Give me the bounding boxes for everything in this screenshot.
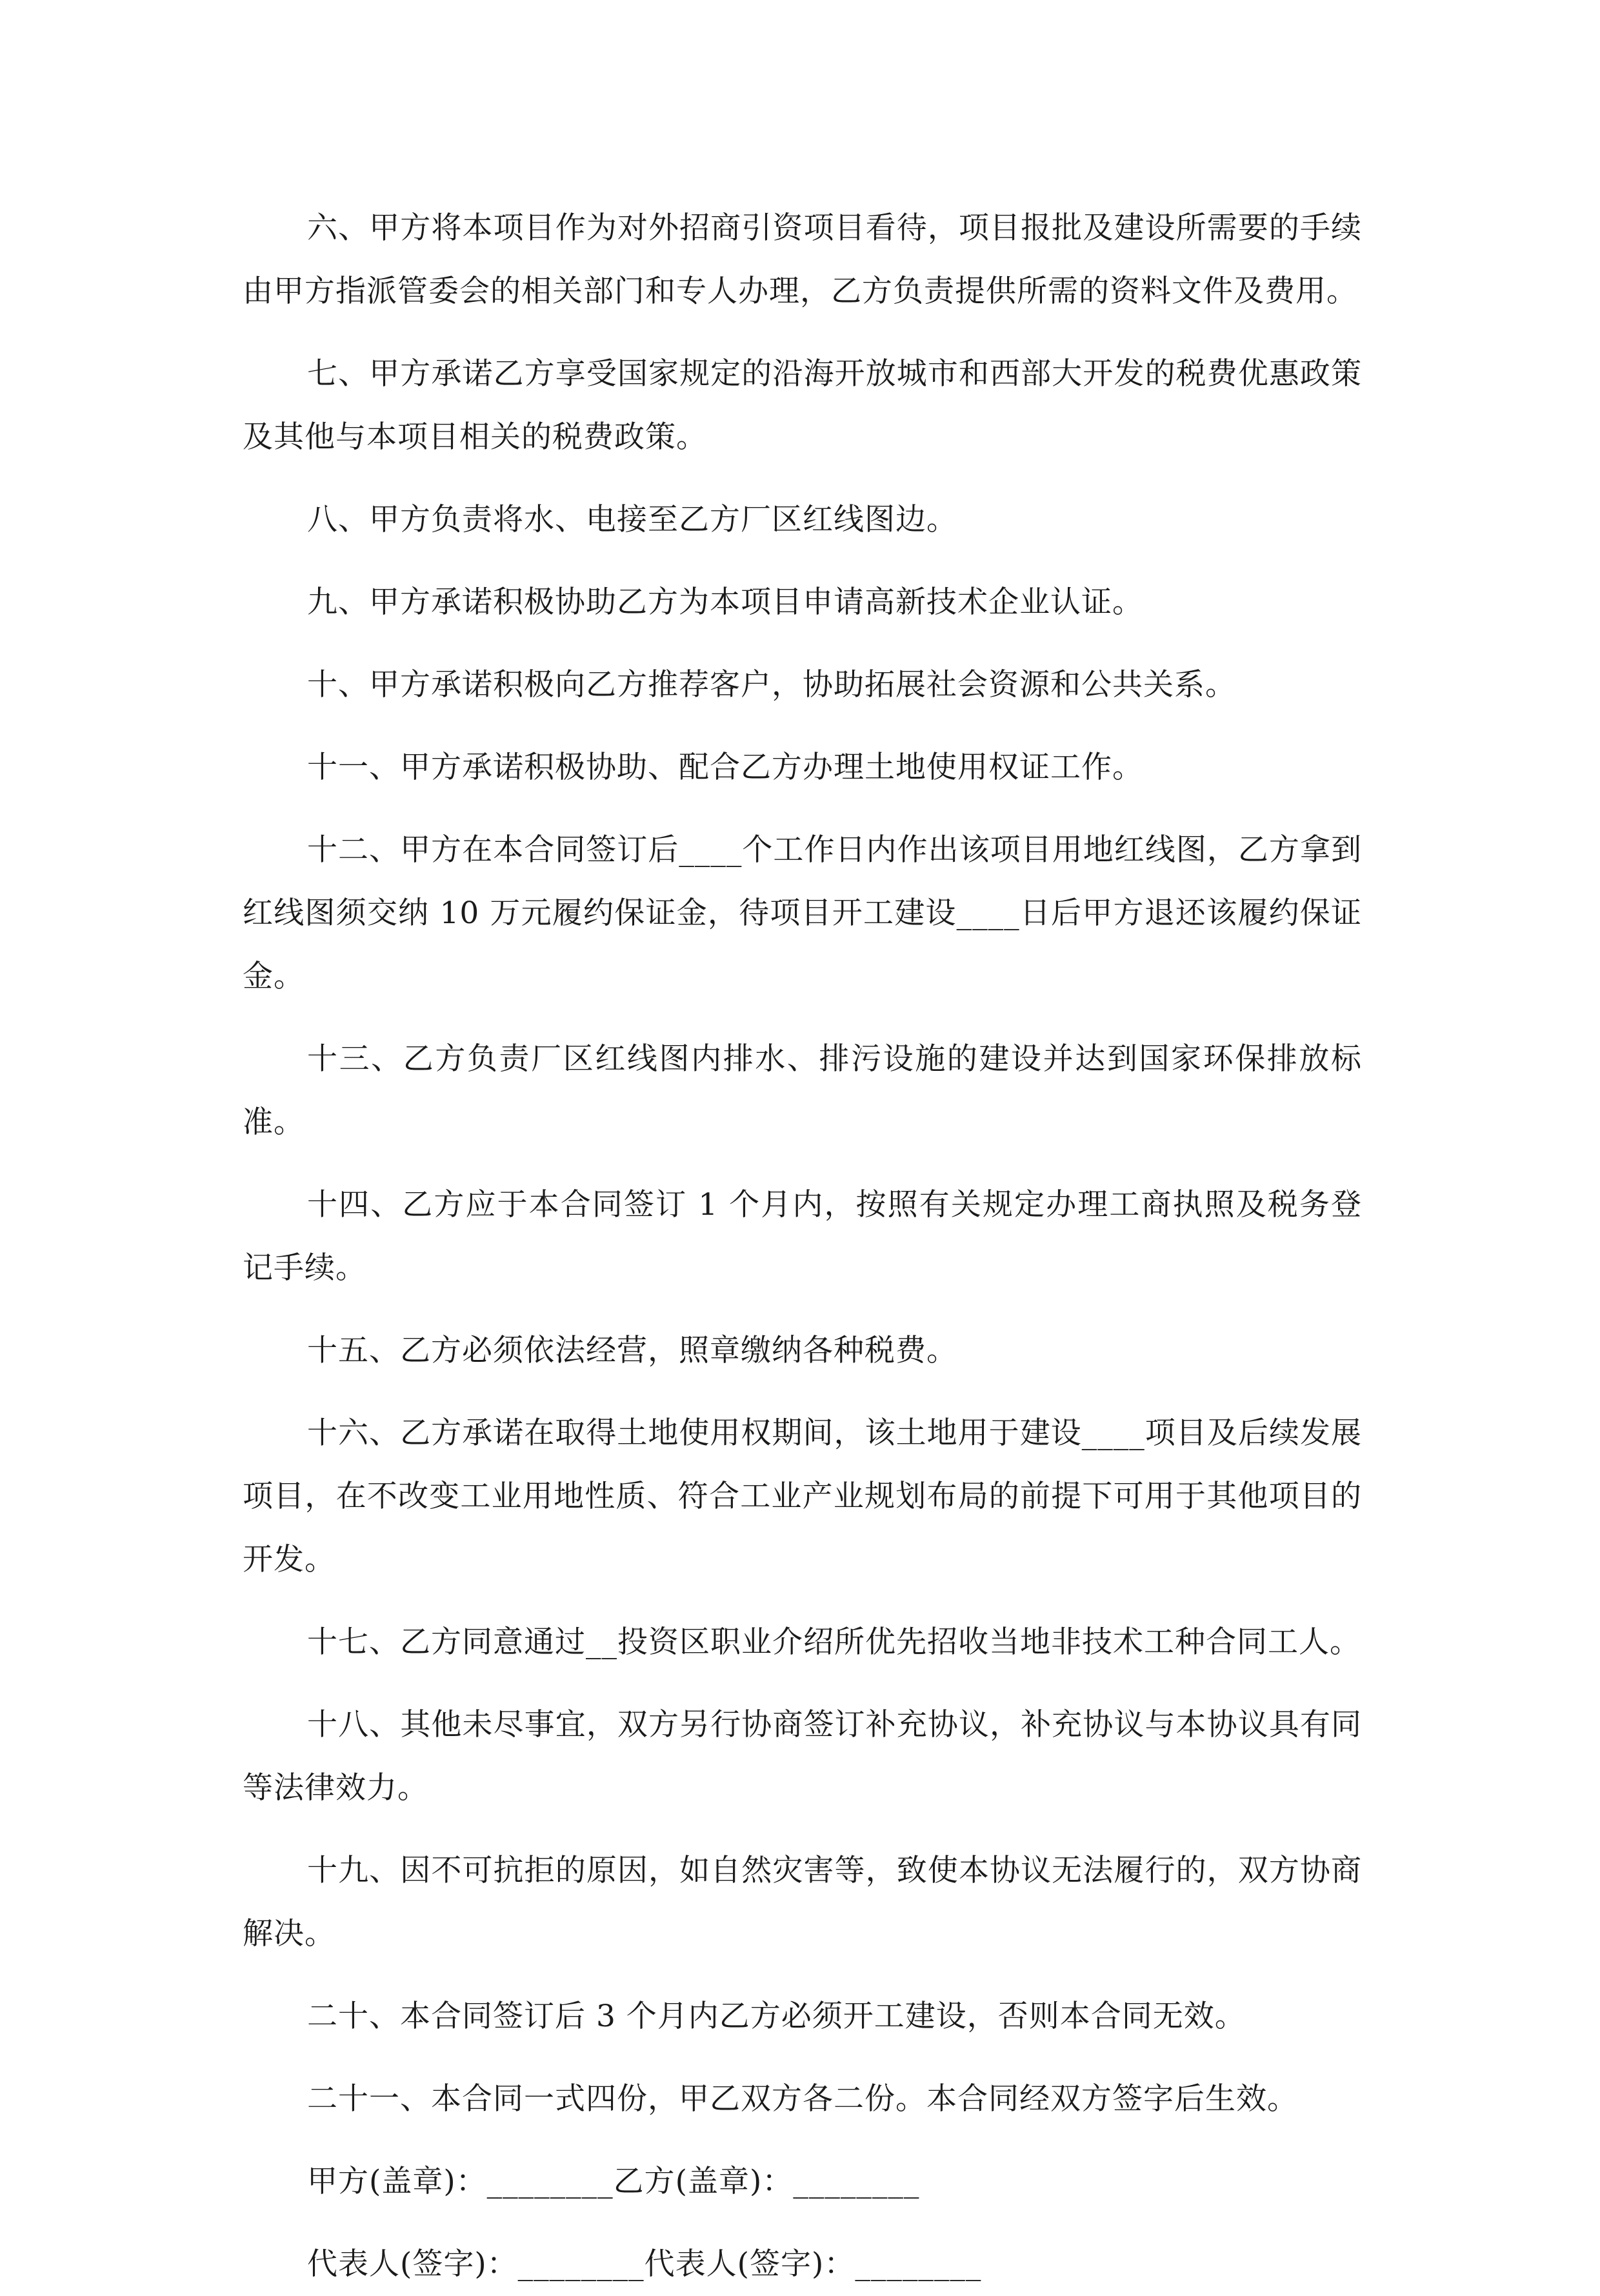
clause-11: 十一、甲方承诺积极协助、配合乙方办理土地使用权证工作。 (307, 750, 1143, 785)
clause-16: 十六、乙方承诺在取得土地使用权期间，该土地用于建设____项目及后续发展项目，在不改变工业用地性质、符合工业产业规划布局的前提下可用于其他项目的开发。 (243, 1415, 1362, 1577)
clause-17: 十七、乙方同意通过__投资区职业介绍所优先招收当地非技术工种合同工人。 (307, 1624, 1361, 1660)
document-page (243, 197, 1362, 2296)
seal-signature-line: 甲方(盖章)：________乙方(盖章)：________ (307, 2164, 920, 2199)
clause-7: 七、甲方承诺乙方享受国家规定的沿海开放城市和西部大开发的税费优惠政策及其他与本项目相关的税费政策。 (243, 356, 1362, 455)
clause-10: 十、甲方承诺积极向乙方推荐客户，协助拓展社会资源和公共关系。 (307, 667, 1236, 703)
clause-12: 十二、甲方在本合同签订后____个工作日内作出该项目用地红线图，乙方拿到红线图须交纳 10 万元履约保证金，待项目开工建设____日后甲方退还该履约保证金。 (243, 832, 1362, 994)
clause-14: 十四、乙方应于本合同签订 1 个月内，按照有关规定办理工商执照及税务登记手续。 (243, 1187, 1362, 1286)
clause-8: 八、甲方负责将水、电接至乙方厂区红线图边。 (307, 502, 957, 537)
clause-6: 六、甲方将本项目作为对外招商引资项目看待，项目报批及建设所需要的手续由甲方指派管委会的相关部门和专人办理，乙方负责提供所需的资料文件及费用。 (243, 210, 1362, 309)
representative-signature-line: 代表人(签字)：________代表人(签字)：________ (307, 2246, 982, 2282)
clause-15: 十五、乙方必须依法经营，照章缴纳各种税费。 (307, 1333, 957, 1368)
clause-19: 十九、因不可抗拒的原因，如自然灾害等，致使本协议无法履行的，双方协商解决。 (243, 1853, 1362, 1952)
clause-18: 十八、其他未尽事宜，双方另行协商签订补充协议，补充协议与本协议具有同等法律效力。 (243, 1707, 1362, 1806)
clause-9: 九、甲方承诺积极协助乙方为本项目申请高新技术企业认证。 (307, 584, 1143, 620)
clause-20: 二十、本合同签订后 3 个月内乙方必须开工建设，否则本合同无效。 (307, 1999, 1246, 2034)
clause-21: 二十一、本合同一式四份，甲乙双方各二份。本合同经双方签字后生效。 (307, 2081, 1298, 2117)
clause-13: 十三、乙方负责厂区红线图内排水、排污设施的建设并达到国家环保排放标准。 (243, 1041, 1362, 1140)
